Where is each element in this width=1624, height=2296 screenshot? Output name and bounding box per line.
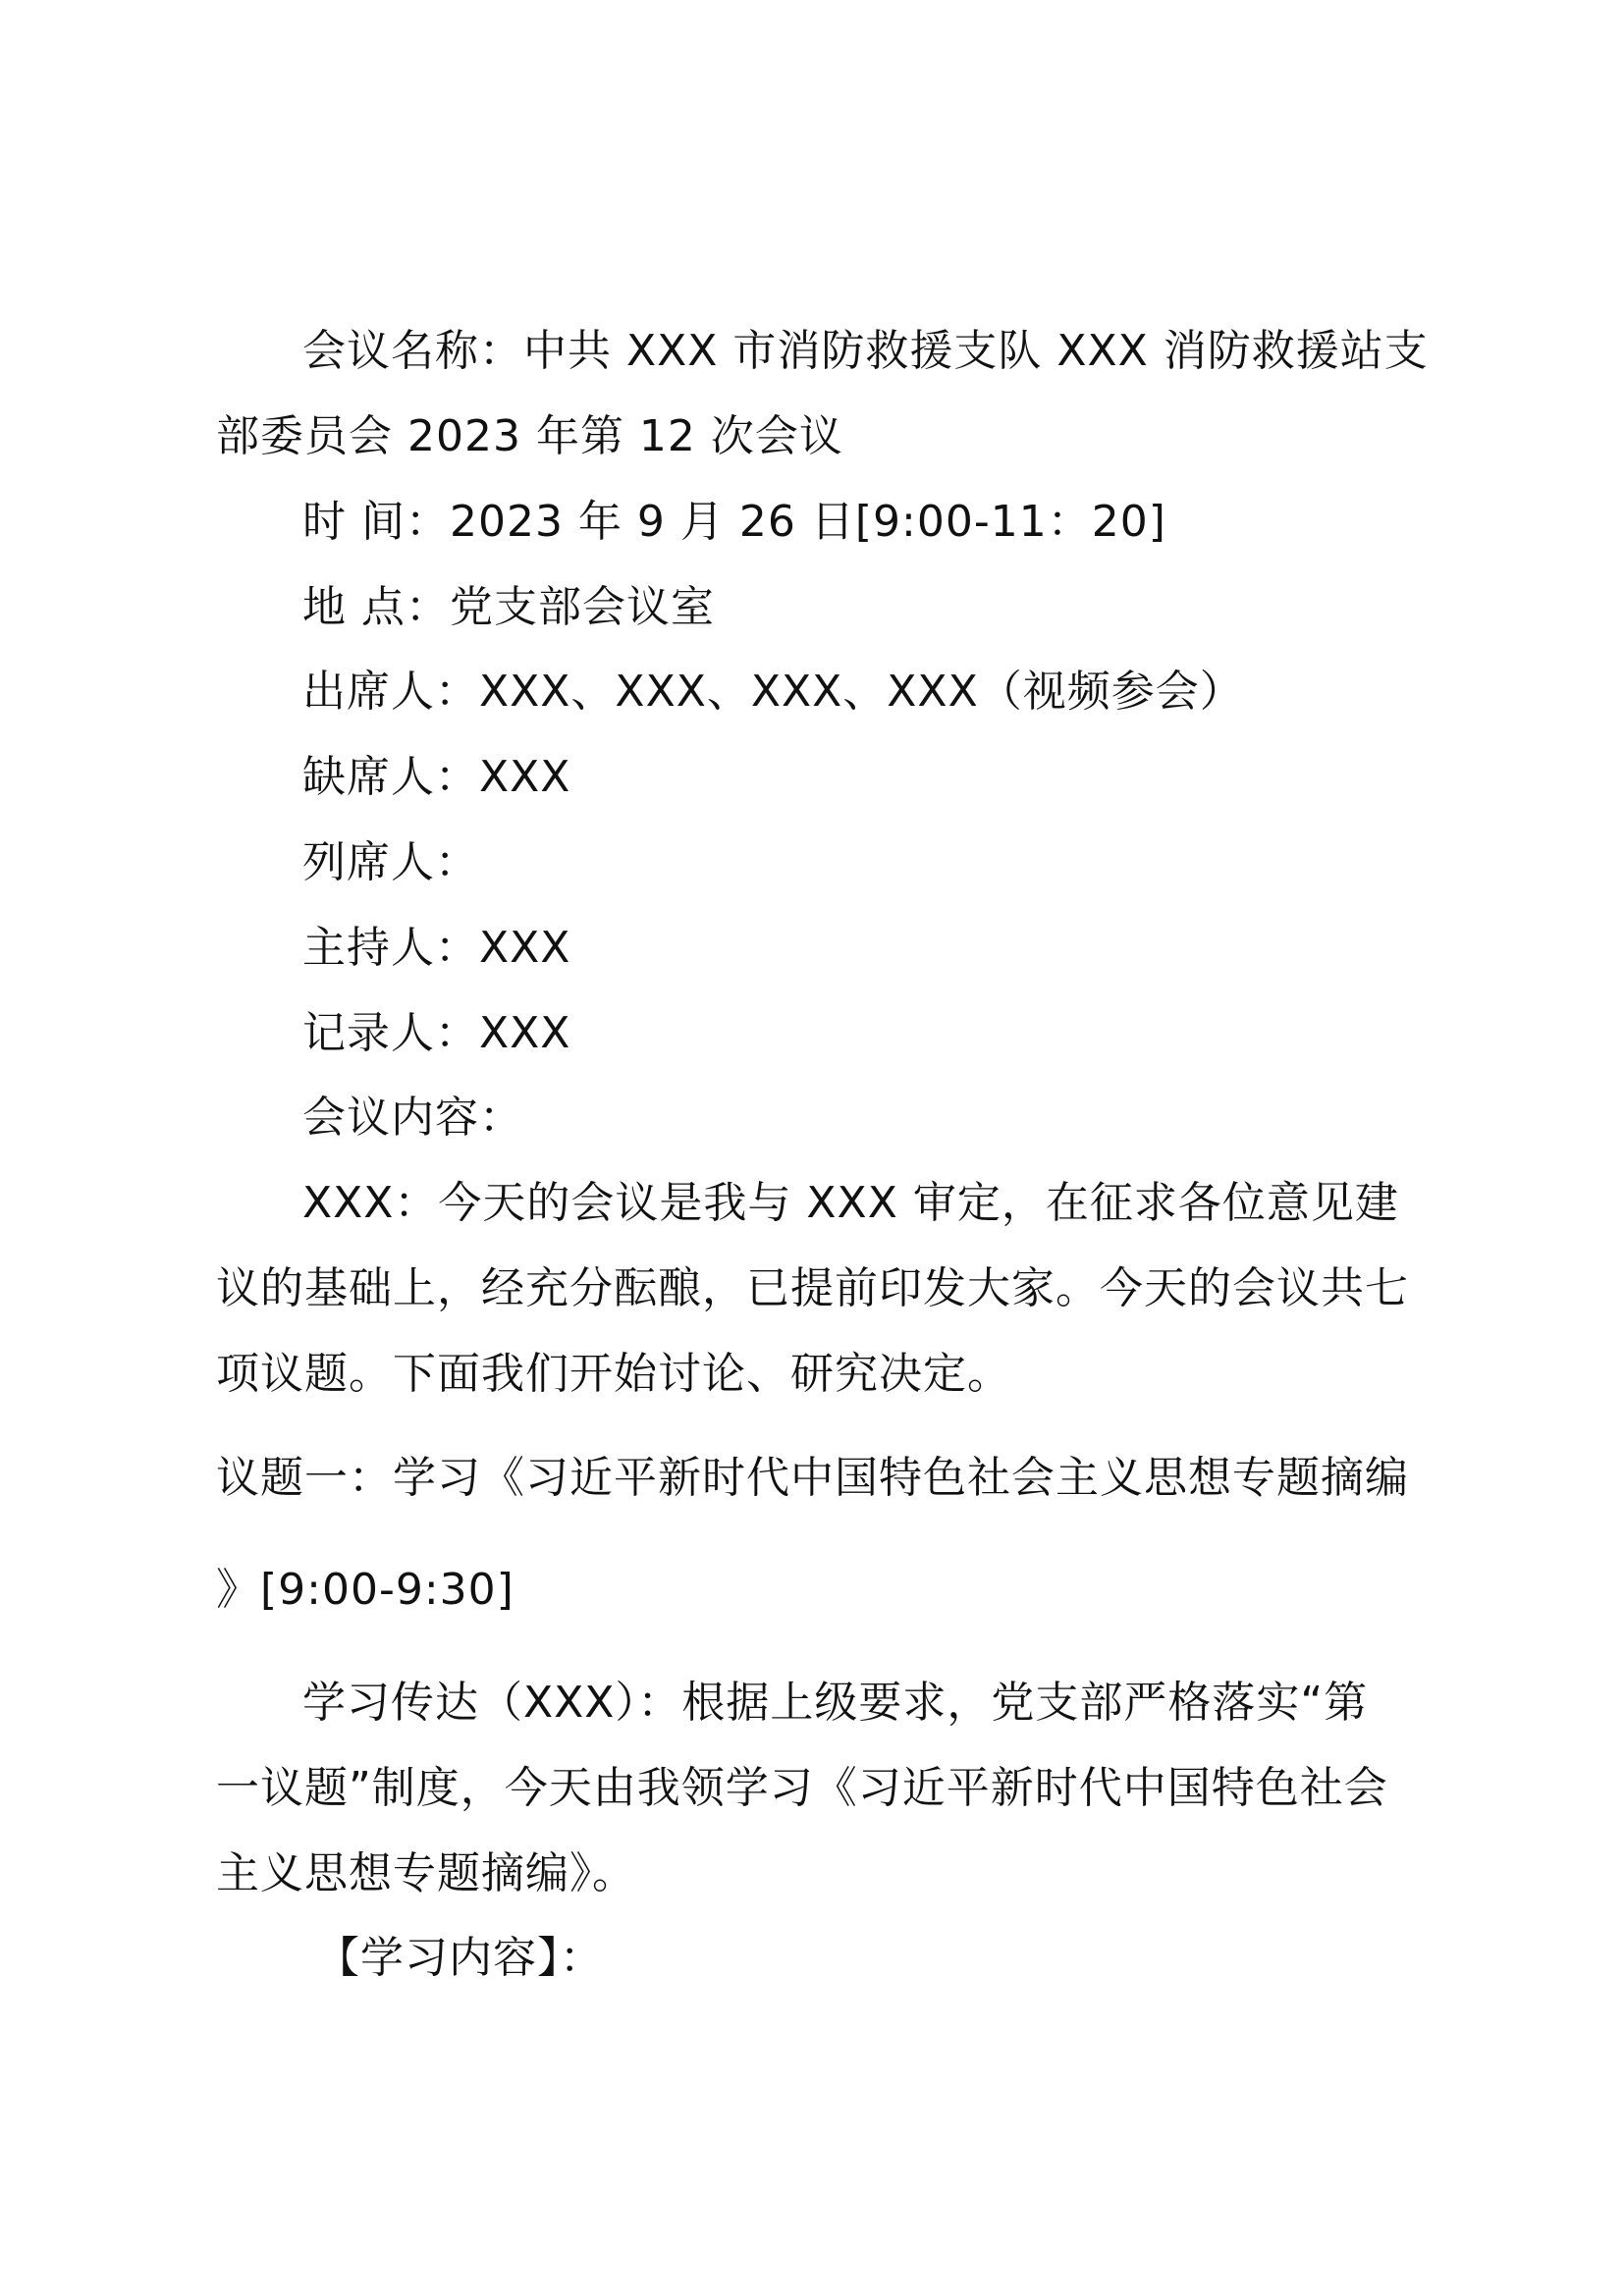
meeting-recorder: 记录人：XXX bbox=[302, 1008, 571, 1058]
meeting-content-label: 会议内容： bbox=[302, 1093, 523, 1143]
meeting-name-line1: 会议名称：中共 XXX 市消防救援支队 XXX 消防救援站支 bbox=[302, 326, 1429, 376]
study-content-label: 【学习内容】： bbox=[316, 1933, 604, 1983]
topic1-line2: 》[9:00-9:30] bbox=[216, 1565, 514, 1615]
meeting-absentees: 缺席人：XXX bbox=[302, 752, 571, 802]
study-line3: 主义思想专题摘编》。 bbox=[216, 1848, 636, 1898]
meeting-location: 地 点：党支部会议室 bbox=[302, 582, 715, 632]
intro-line2: 议的基础上，经充分酝酿，已提前印发大家。今天的会议共七 bbox=[216, 1263, 1409, 1313]
intro-line3: 项议题。下面我们开始讨论、研究决定。 bbox=[216, 1349, 1011, 1399]
meeting-name-line2: 部委员会 2023 年第 12 次会议 bbox=[216, 411, 843, 461]
study-line1: 学习传达（XXX）：根据上级要求，党支部严格落实“第 bbox=[302, 1678, 1369, 1728]
meeting-time: 时 间：2023 年 9 月 26 日[9:00-11：20] bbox=[302, 497, 1166, 547]
topic1-line1: 议题一：学习《习近平新时代中国特色社会主义思想专题摘编 bbox=[216, 1453, 1409, 1503]
meeting-observers: 列席人： bbox=[302, 837, 479, 887]
intro-line1: XXX：今天的会议是我与 XXX 审定，在征求各位意见建 bbox=[302, 1178, 1399, 1228]
study-line2: 一议题”制度，今天由我领学习《习近平新时代中国特色社会 bbox=[216, 1763, 1388, 1813]
meeting-attendees: 出席人：XXX、XXX、XXX、XXX（视频参会） bbox=[302, 667, 1244, 717]
meeting-host: 主持人：XXX bbox=[302, 923, 571, 973]
